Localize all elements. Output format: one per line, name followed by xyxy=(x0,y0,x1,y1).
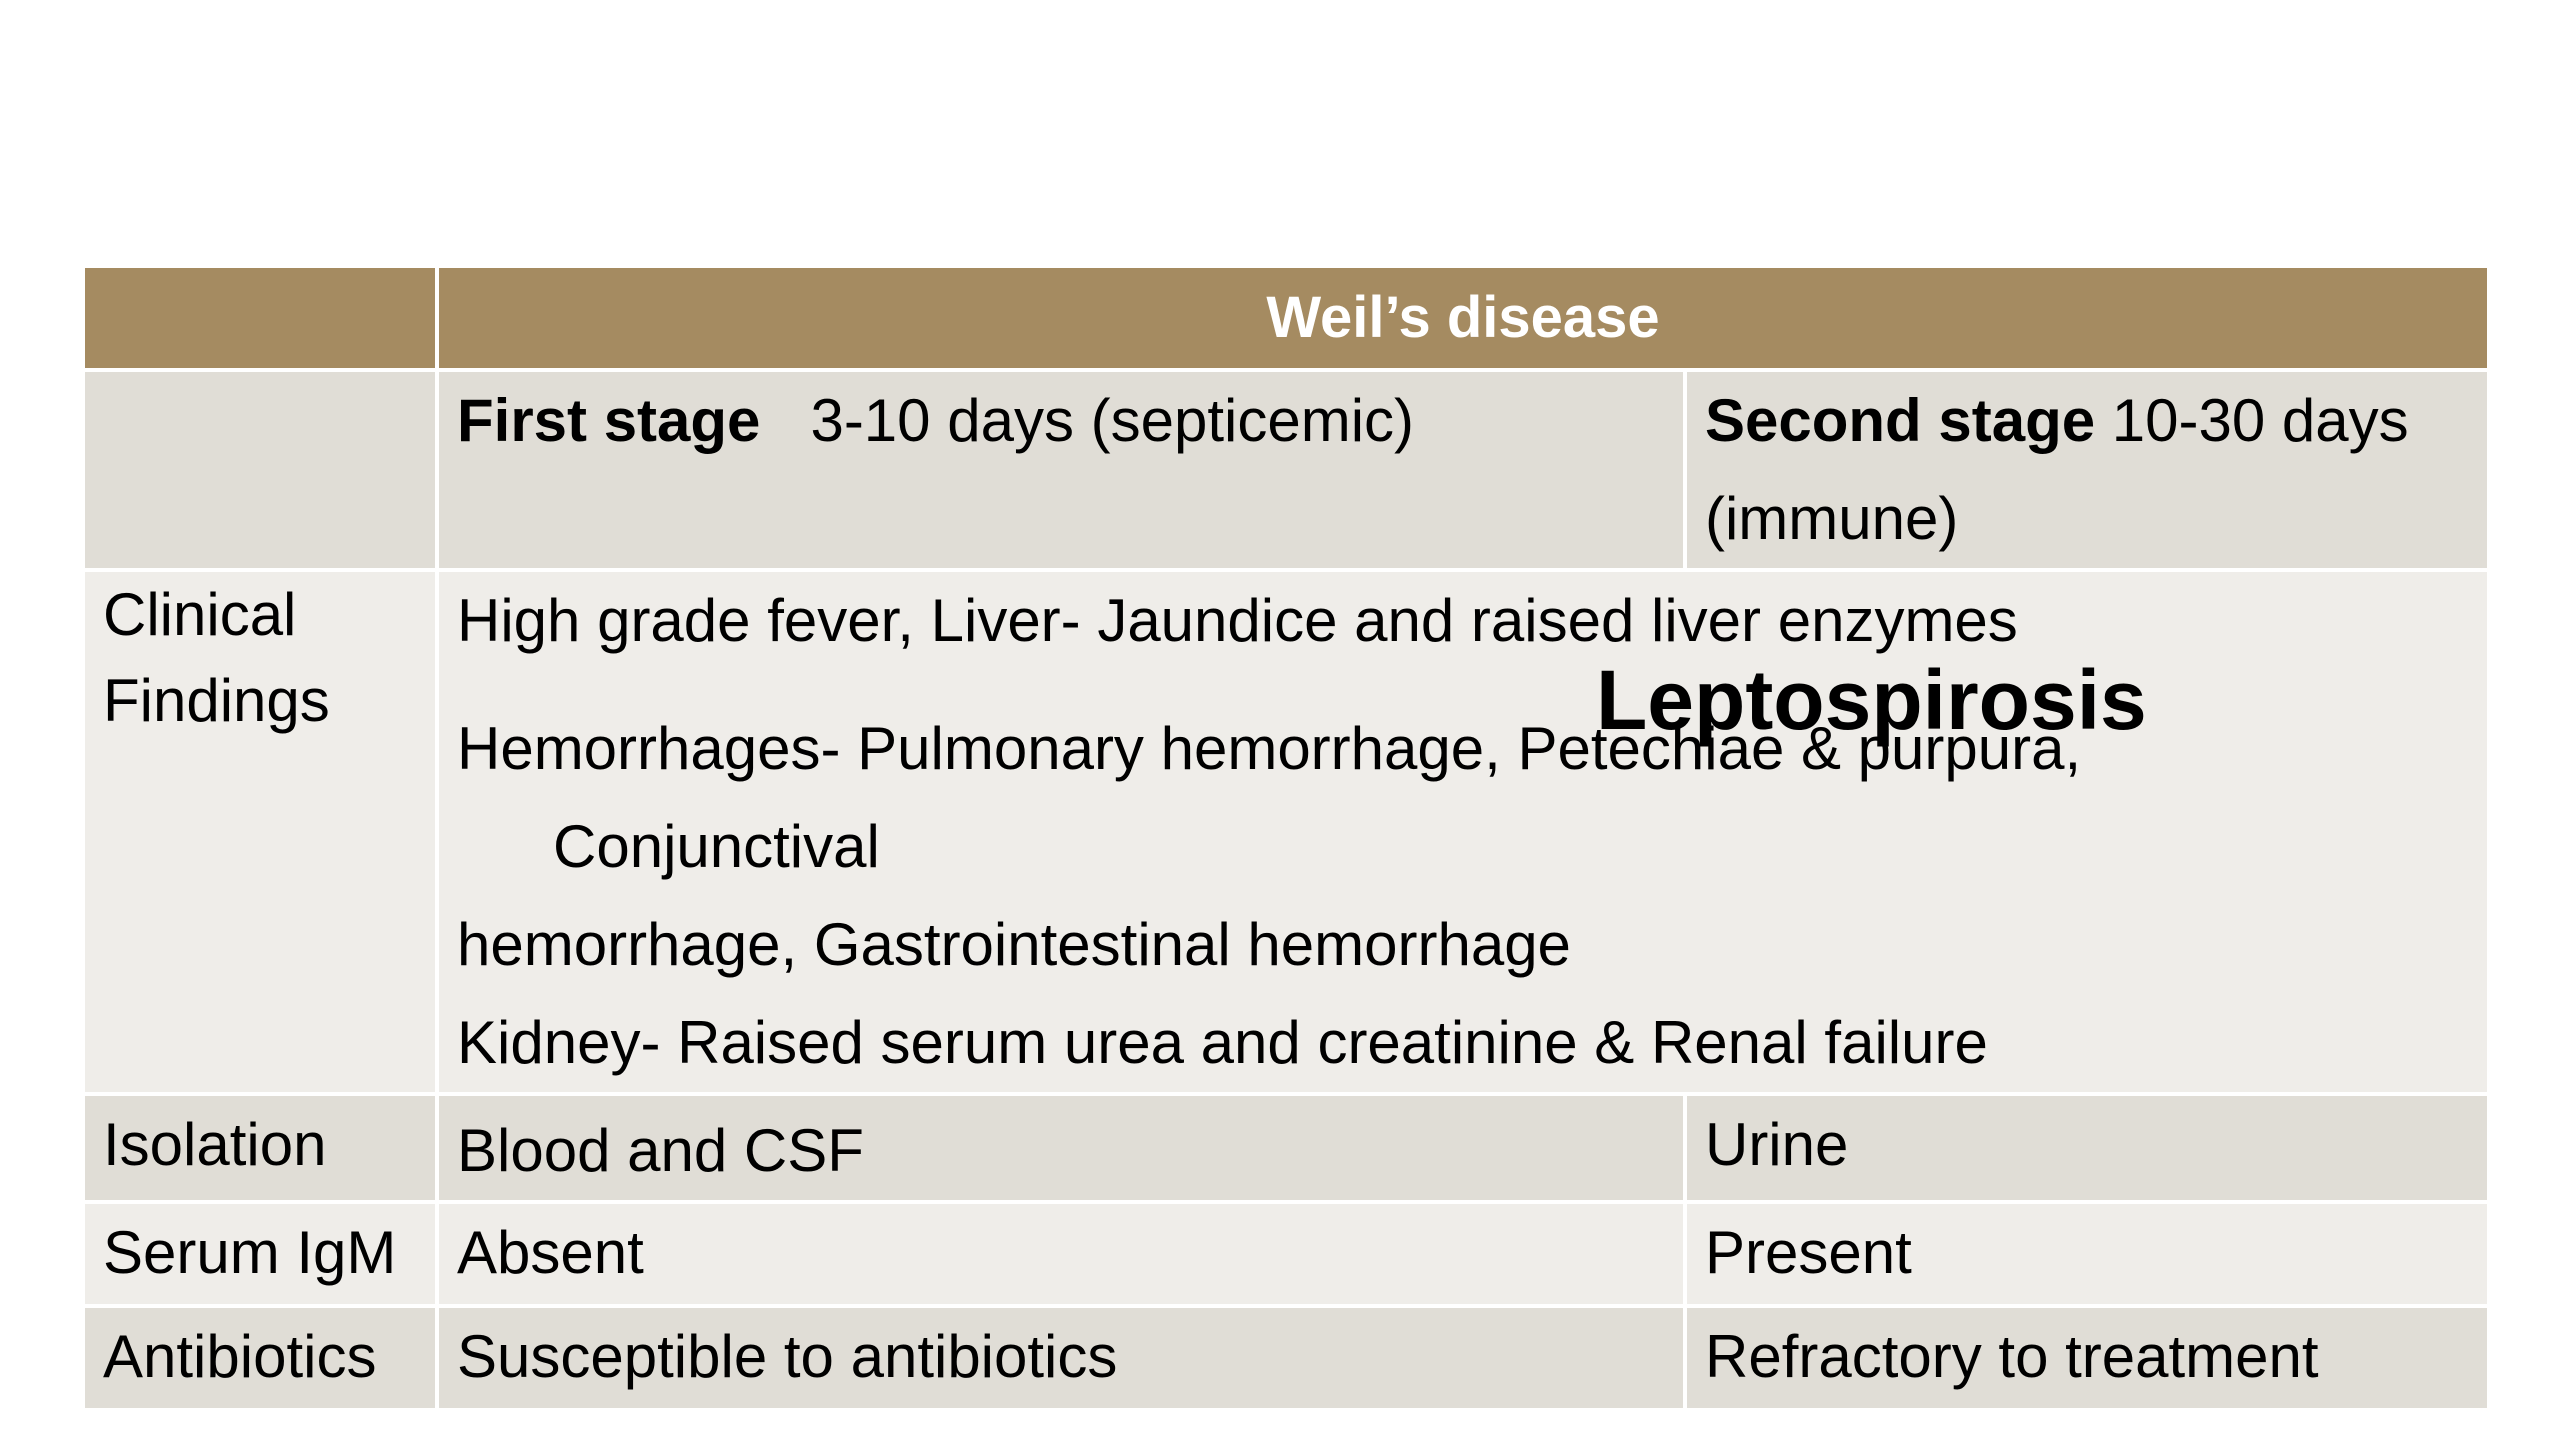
clinical-findings-content xyxy=(439,572,2487,1096)
row-second-stage-value: Present xyxy=(1687,1204,2487,1308)
table-header-title: Weil’s disease xyxy=(439,268,2487,372)
row-first-stage-value: Susceptible to antibiotics xyxy=(439,1308,1687,1412)
first-stage-cell xyxy=(439,372,1687,572)
clinical-line: hemorrhage, Gastrointestinal hemorrhage xyxy=(457,911,1571,978)
clinical-label-line1: Clinical xyxy=(103,581,297,648)
clinical-findings-label xyxy=(85,572,439,1096)
row-second-stage-value: Refractory to treatment xyxy=(1687,1308,2487,1412)
header-empty-cell xyxy=(85,268,439,372)
clinical-label-line2: Findings xyxy=(103,667,330,734)
clinical-line: Hemorrhages- Pulmonary hemorrhage, Petechiae & purpura, xyxy=(457,715,2082,782)
clinical-line: High grade fever, Liver- Jaundice and raised liver enzymes xyxy=(457,587,2018,654)
clinical-line: Conjunctival xyxy=(553,813,880,880)
stage-row xyxy=(85,372,2487,572)
clinical-line: Kidney- Raised serum urea and creatinine & Renal failure xyxy=(457,1009,1988,1076)
row-first-stage-value: Absent xyxy=(439,1204,1687,1308)
second-stage-type: (immune) xyxy=(1705,485,1959,552)
comparison-table xyxy=(85,268,2487,1412)
table-row xyxy=(85,1308,2487,1412)
second-stage-duration: 10-30 days xyxy=(2111,387,2409,454)
first-stage-duration: 3-10 days (septicemic) xyxy=(810,387,1414,454)
table-header-row xyxy=(85,268,2487,372)
row-label: Antibiotics xyxy=(85,1308,439,1412)
table-row xyxy=(85,1204,2487,1308)
first-stage-label: First stage xyxy=(457,387,761,454)
second-stage-label: Second stage xyxy=(1705,387,2096,454)
row-label: Serum IgM xyxy=(85,1204,439,1308)
second-stage-cell xyxy=(1687,372,2487,572)
stage-empty-cell xyxy=(85,372,439,572)
slide-title-overlay: Leptospirosis xyxy=(1596,653,2147,747)
row-label: Isolation xyxy=(85,1096,439,1204)
row-first-stage-value: Blood and CSF xyxy=(439,1096,1687,1204)
table-row xyxy=(85,1096,2487,1204)
row-second-stage-value: Urine xyxy=(1687,1096,2487,1204)
